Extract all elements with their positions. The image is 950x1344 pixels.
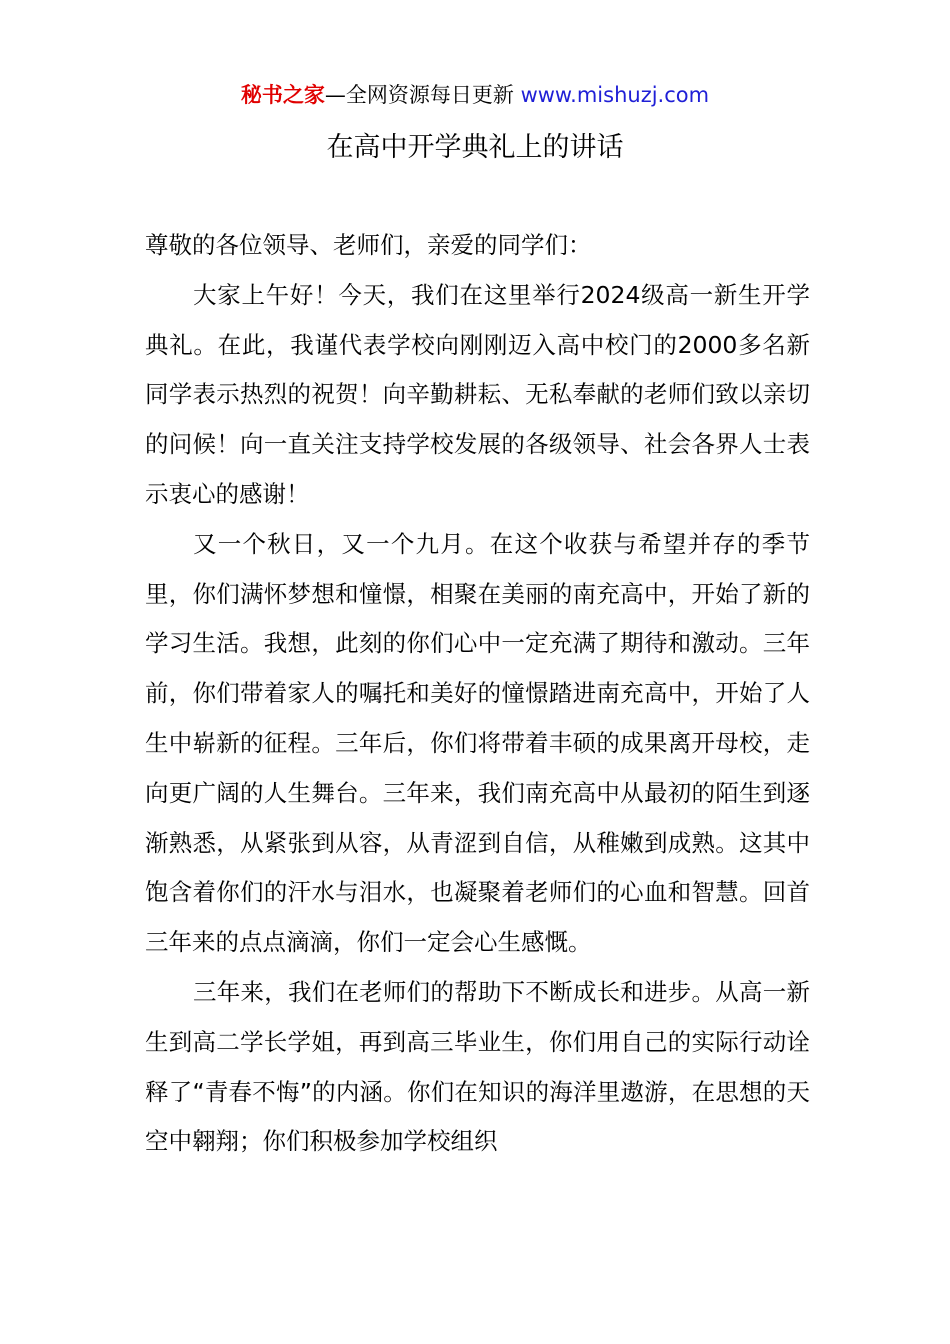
paragraph: 大家上午好！今天，我们在这里举行2024级高一新生开学典礼。在此，我谨代表学校向刚刚迈入高中校门的2000多名新同学表示热烈的祝贺！向辛勤耕耘、无私奉献的老师们致以亲切的问候！向一直关注支持学校发展的各级领导、社会各界人士表示衷心的感谢！ [145, 280, 810, 508]
document-title: 在高中开学典礼上的讲话 [326, 132, 624, 163]
site-url-link[interactable]: www.mishuzj.com [520, 83, 710, 107]
paragraph: 三年来，我们在老师们的帮助下不断成长和进步。从高一新生到高二学长学姐，再到高三毕业生，你们用自己的实际行动诠释了“青春不悔”的内涵。你们在知识的海洋里遨游，在思想的天空中翱翔；你们积极参加学校组织 [145, 977, 810, 1156]
site-header [0, 78, 950, 112]
document-body [145, 221, 810, 1167]
salutation: 尊敬的各位领导、老师们，亲爱的同学们： [145, 231, 592, 259]
header-tagline: —全网资源每日更新 [324, 83, 521, 107]
paragraph: 又一个秋日，又一个九月。在这个收获与希望并存的季节里，你们满怀梦想和憧憬，相聚在美丽的南充高中，开始了新的学习生活。我想，此刻的你们心中一定充满了期待和激动。三年前，你们带着家人的嘱托和美好的憧憬踏进南充高中，开始了人生中崭新的征程。三年后，你们将带着丰硕的成果离开母校，走向更广阔的人生舞台。三年来，我们南充高中从最初的陌生到逐渐熟悉，从紧张到从容，从青涩到自信，从稚嫩到成熟。这其中饱含着你们的汗水与泪水，也凝聚着老师们的心血和智慧。回首三年来的点点滴滴，你们一定会心生感慨。 [145, 529, 810, 957]
brand-name: 秘书之家 [240, 83, 325, 107]
